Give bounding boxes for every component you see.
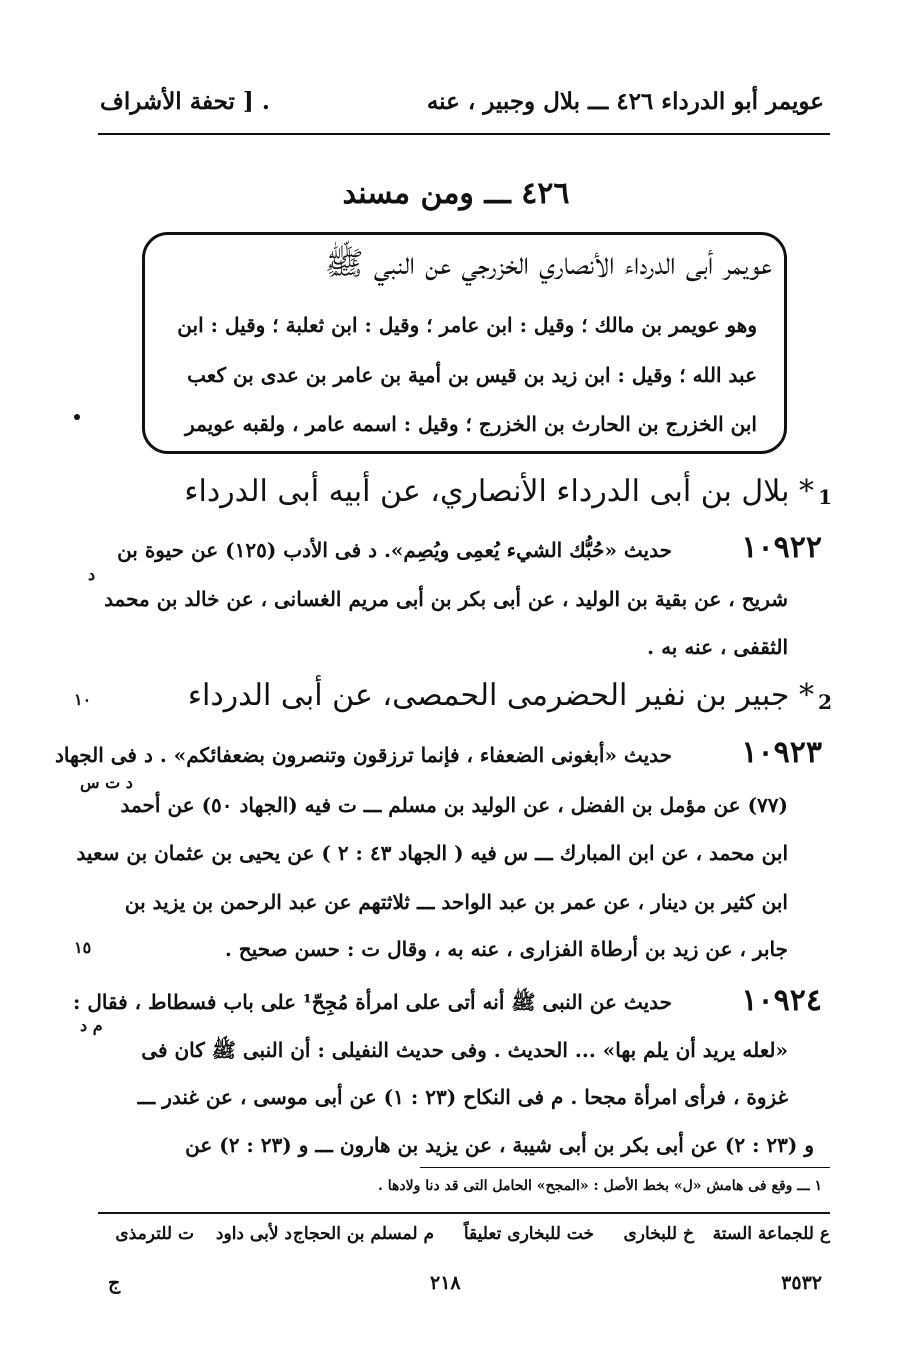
hadith-10923-line-3: ابن محمد ، عن ابن المبارك ـــ س فيه ( الجهاد ٤٣ : ٢ ) عن يحيى بن عثمان بن سعيد <box>76 841 788 865</box>
hadith-10922-line-3: الثقفى ، عنه به . <box>647 635 788 659</box>
line-number-10: ١٠ <box>74 690 92 709</box>
narrator-1-number: 1 <box>818 485 832 509</box>
legend-bukhari-taliq: خت للبخارى تعليقاً <box>463 1224 594 1244</box>
hadith-10924-number: ١٠٩٢٤ <box>741 983 822 1018</box>
section-title: ٤٢٦ ـــ ومن مسند <box>342 176 570 211</box>
line-number-15: ١٥ <box>74 938 92 957</box>
hadith-10924-line-2: «لعله يريد أن يلم بها» ... الحديث . وفى حديث النفيلى : أن النبى ﷺ كان فى <box>141 1038 788 1062</box>
legend-jamaa: ع للجماعة الستة <box>712 1224 830 1244</box>
footnote-rule <box>420 1167 830 1168</box>
musnad-box-line-1: وهو عويمر بن مالك ؛ وقيل : ابن عامر ؛ وقيل : ابن ثعلبة ؛ وقيل : ابن <box>177 313 757 337</box>
book-title: . [ تحفة الأشراف <box>100 88 270 115</box>
hadith-10924-margin: م د <box>80 1016 103 1035</box>
hadith-10924-line-3: غزوة ، فرأى امرأة مجحا . م فى النكاح (٢٣ : ١) عن أبى موسى ، عن غندر ـــ <box>137 1085 788 1109</box>
hadith-10923-line-4: ابن كثير بن دينار ، عن عمر بن عبد الواحد ـــ ثلاثتهم عن عبد الرحمن بن يزيد بن <box>124 890 788 914</box>
hadith-10922-number: ١٠٩٢٢ <box>741 530 822 565</box>
narrator-2-heading: * جبير بن نفير الحضرمى الحمصى، عن أبى الدرداء <box>187 678 814 713</box>
footnote: ١ ـــ وقع فى هامش «ل» بخط الأصل : «المجح» الحامل التى قد دنا ولادها . <box>377 1178 822 1194</box>
hadith-10922-line-2: شريح ، عن بقية بن الوليد ، عن أبى بكر بن أبى مريم الغسانى ، عن خالد بن محمد <box>104 587 788 611</box>
hadith-10923-line-2: (٧٧) عن مؤمل بن الفضل ، عن الوليد بن مسلم ـــ ت فيه (الجهاد ٥٠) عن أحمد <box>120 793 788 817</box>
legend-abu-dawud: د لأبى داود <box>215 1224 292 1244</box>
margin-dot <box>74 414 80 420</box>
narrator-1-heading: * بلال بن أبى الدرداء الأنصاري، عن أبيه أبى الدرداء <box>184 474 814 509</box>
hadith-10924-line-4: و (٢٣ : ٢) عن أبى بكر بن أبى شيبة ، عن يزيد بن هارون ـــ و (٢٣ : ٢) عن <box>185 1133 814 1157</box>
musnad-box-title: عويمر أبى الدرداء الأنصاري الخزرجي عن النبي ﷺ <box>324 244 772 282</box>
hadith-10923-line-5: جابر ، عن زيد بن أرطاة الفزارى ، عنه به ، وقال ت : حسن صحيح . <box>224 937 788 961</box>
running-title: عويمر أبو الدرداء ٤٢٦ ـــ بلال وجبير ، عنه <box>426 88 824 115</box>
hadith-10923-line-1: حديث «أبغونى الضعفاء ، فإنما ترزقون وتنصرون بضعفائكم» . د فى الجهاد <box>55 743 672 767</box>
legend-muslim: م لمسلم بن الحجاج <box>292 1224 434 1244</box>
volume-mark: ج <box>108 1272 121 1294</box>
hadith-10924-line-1: حديث عن النبى ﷺ أنه أتى على امرأة مُجِحّ¹ على باب فسطاط ، فقال : <box>72 990 672 1014</box>
musnad-box-line-3: ابن الخزرج بن الحارث بن الخزرج ؛ وقيل : اسمه عامر ، ولقبه عويمر <box>185 412 757 436</box>
musnad-box-line-2: عبد الله ؛ وقيل : ابن زيد بن قيس بن أمية بن عامر بن عدى بن كعب <box>187 363 757 387</box>
hadith-10922-line-1: حديث «حُبُّك الشيء يُعمِى ويُصِم». د فى الأدب (١٢٥) عن حيوة بن <box>117 538 672 562</box>
global-number: ٣٥٣٢ <box>781 1272 822 1294</box>
legend-bukhari: خ للبخارى <box>623 1224 694 1244</box>
hadith-10922-margin: د <box>88 565 96 584</box>
legend-rule <box>98 1212 830 1214</box>
header-rule <box>98 133 830 135</box>
page-number: ٢١٨ <box>430 1272 461 1294</box>
legend-tirmidhi: ت للترمذى <box>115 1224 194 1244</box>
hadith-10923-margin: د ت س <box>80 773 133 792</box>
hadith-10923-number: ١٠٩٢٣ <box>741 735 822 770</box>
narrator-2-number: 2 <box>818 690 832 714</box>
